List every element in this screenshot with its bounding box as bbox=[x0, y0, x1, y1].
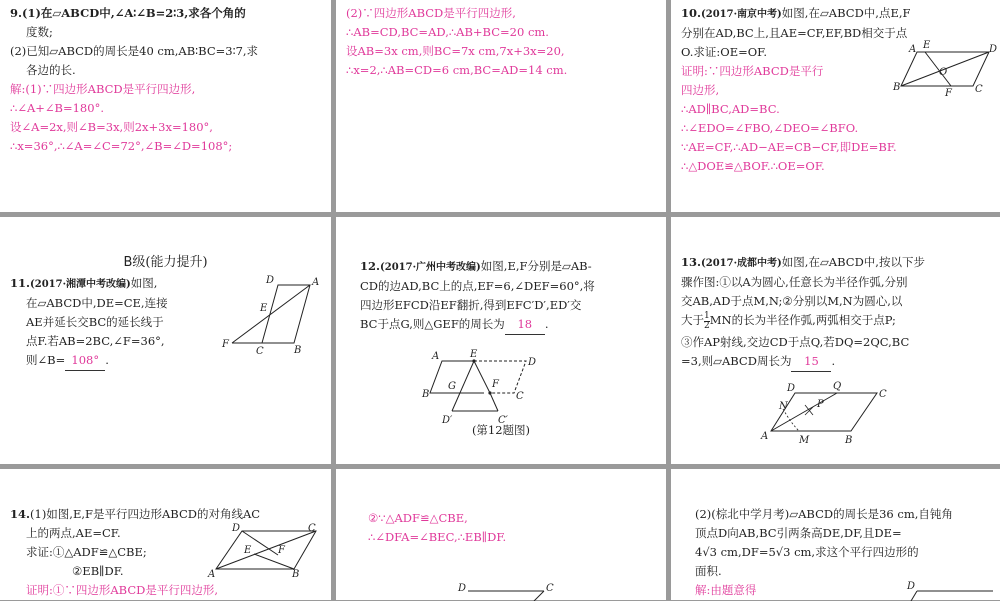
p11-line1: 如图, bbox=[130, 276, 158, 290]
label-A: A bbox=[909, 44, 917, 55]
p11-answer: 108° bbox=[65, 351, 105, 371]
p10-sol2: 四边形, bbox=[681, 83, 720, 97]
label-A: A bbox=[432, 351, 440, 362]
p13-line4a: 大于 bbox=[681, 313, 704, 327]
problem-14-continued-card bbox=[336, 469, 666, 600]
label-B: B bbox=[292, 569, 300, 580]
label-F: F bbox=[222, 339, 229, 350]
p14c-line2: 顶点D向AB,BC引两条高DE,DF,且DE= bbox=[695, 526, 902, 540]
p14c-line4: 面积. bbox=[695, 564, 722, 578]
p10-line3: O.求证:OE=OF. bbox=[681, 45, 768, 59]
label-D-prime: D′ bbox=[442, 415, 453, 426]
p13-number: 13. bbox=[681, 255, 702, 269]
p9-sol1: 解:(1)∵四边形ABCD是平行四边形, bbox=[10, 82, 196, 96]
label-F: F bbox=[492, 379, 499, 390]
p9b-sol3: 设AB=3x cm,则BC=7x cm,7x+3x=20, bbox=[346, 44, 565, 58]
p10-parallelogram-figure bbox=[893, 38, 998, 99]
label-E: E bbox=[923, 40, 931, 51]
label-C: C bbox=[546, 583, 554, 594]
label-A: A bbox=[312, 277, 320, 288]
half-fraction: $\frac{1}{2}$ bbox=[704, 310, 710, 331]
p11-line4: 点F.若AB=2BC,∠F=36°, bbox=[26, 334, 165, 348]
p14b-figure bbox=[456, 577, 556, 601]
label-C: C bbox=[975, 84, 983, 95]
p13-line1: 如图,在▱ABCD中,按以下步 bbox=[781, 255, 925, 269]
label-N: N bbox=[779, 401, 788, 412]
label-C: C bbox=[256, 346, 264, 357]
problem-14-card bbox=[0, 469, 331, 600]
level-heading: B级(能力提升) bbox=[123, 255, 208, 270]
p14b-sol2: ∴∠DFA=∠BEC,∴EB∥DF. bbox=[368, 530, 507, 544]
p14c-figure bbox=[903, 577, 997, 601]
label-C-prime: C′ bbox=[498, 415, 508, 426]
problem-10-card bbox=[671, 0, 1000, 212]
p12-line1: 如图,E,F分别是▱AB- bbox=[480, 259, 592, 273]
label-B: B bbox=[294, 345, 302, 356]
label-D: D bbox=[787, 383, 796, 394]
p10-sol5: ∵AE=CF,∴AD−AE=CB−CF,即DE=BF. bbox=[681, 140, 897, 154]
label-D: D bbox=[989, 44, 998, 55]
label-G: G bbox=[448, 381, 456, 392]
p12-caption: (第12题图) bbox=[471, 423, 531, 437]
p13-line4b: MN的长为半径作弧,两弧相交于点P; bbox=[709, 313, 896, 327]
p14c-line3: 4√3 cm,DF=5√3 cm,求这个平行四边形的 bbox=[695, 545, 919, 559]
p12-line3: 四边形EFCD沿EF翻折,得到EFC′D′,ED′交 bbox=[360, 298, 582, 312]
label-M: M bbox=[799, 435, 810, 446]
p14b-sol1: ②∵△ADF≌△CBE, bbox=[368, 511, 468, 525]
p13-line5: ③作AP射线,交边CD于点Q,若DQ=2QC,BC bbox=[681, 335, 910, 349]
p10-sol4: ∴∠EDO=∠FBO,∠DEO=∠BFO. bbox=[681, 121, 859, 135]
p10-source: (2017·南京中考) bbox=[701, 9, 782, 20]
label-B: B bbox=[845, 435, 853, 446]
p14c-sol1: 解:由题意得 bbox=[695, 583, 757, 597]
p13-line2: 骤作图:①以A为圆心,任意长为半径作弧,分别 bbox=[681, 275, 908, 289]
problem-9-card bbox=[0, 0, 331, 212]
p12-fold-figure bbox=[422, 349, 546, 429]
label-D: D bbox=[266, 275, 275, 286]
p14-parallelogram-figure bbox=[206, 521, 324, 579]
problem-12-card: 12.(2017·广州中考改编)如图,E,F分别是▱AB- CD的边AD,BC上的点,EF=6,∠DEF=60°,将 四边形EFCD沿EF翻折,得到EFC′D′,ED′交 BC于点G,则△GEF的周长为 18 . A E D G F B C D′ C′ (第12题图) bbox=[336, 217, 666, 464]
p14-line2: 上的两点,AE=CF. bbox=[26, 526, 121, 540]
p14-line3: 求证:①△ADF≌△CBE; bbox=[26, 545, 147, 559]
p12-number: 12. bbox=[360, 259, 381, 273]
p11-parallelogram-figure bbox=[222, 273, 326, 355]
label-E: E bbox=[260, 303, 268, 314]
p9-sol4: ∴x=36°,∴∠A=∠C=72°,∠B=∠D=108°; bbox=[10, 139, 233, 153]
label-C: C bbox=[308, 523, 316, 534]
p11-line2: 在▱ABCD中,DE=CE,连接 bbox=[26, 296, 168, 310]
p10-number: 10. bbox=[681, 6, 702, 20]
p13-line6: =3,则▱ABCD周长为 bbox=[681, 354, 792, 368]
label-B: B bbox=[893, 82, 901, 93]
label-D: D bbox=[528, 357, 537, 368]
p12-line4: BC于点G,则△GEF的周长为 bbox=[360, 317, 505, 331]
p13-construction-figure bbox=[761, 379, 895, 463]
label-D: D bbox=[232, 523, 241, 534]
p9-line1: 9.(1)在▱ABCD中,∠A∶∠B=2∶3,求各个角的 bbox=[10, 6, 246, 20]
p12-answer: 18 bbox=[505, 315, 545, 335]
label-A: A bbox=[208, 569, 216, 580]
p9-sol2: ∴∠A+∠B=180°. bbox=[10, 101, 104, 115]
p12-line2: CD的边AD,BC上的点,EF=6,∠DEF=60°,将 bbox=[360, 279, 595, 293]
p14-sol1: 证明:①∵四边形ABCD是平行四边形, bbox=[26, 583, 219, 597]
p10-sol6: ∴△DOE≌△BOF.∴OE=OF. bbox=[681, 159, 825, 173]
label-F: F bbox=[278, 545, 285, 556]
p10-line1: 如图,在▱ABCD中,点E,F bbox=[781, 6, 911, 20]
problem-11-card: B级(能力提升) 11.(2017·湘潭中考改编)如图, 在▱ABCD中,DE=CE,连接 AE并延长交BC的延长线于 点F.若AB=2BC,∠F=36°, 则∠B= 108° . D A E F C B bbox=[0, 217, 331, 464]
p9-line2: 度数; bbox=[26, 25, 53, 39]
problem-9-continued-card bbox=[336, 0, 666, 212]
p10-sol1: 证明:∵四边形ABCD是平行 bbox=[681, 64, 824, 78]
label-Q: Q bbox=[833, 381, 842, 392]
label-C: C bbox=[879, 389, 887, 400]
p9b-sol2: ∴AB=CD,BC=AD,∴AB+BC=20 cm. bbox=[346, 25, 549, 39]
problem-13-card: 13.(2017·成都中考)如图,在▱ABCD中,按以下步 骤作图:①以A为圆心,任意长为半径作弧,分别 交AB,AD于点M,N;②分别以M,N为圆心,以 大于 $\frac{1}{2}$ MN的长为半径作弧,两弧相交于点P; ③作AP射线,交边CD于点Q,若DQ=2QC,BC =3,则▱ABCD周长为 15 . D Q C N P A M B bbox=[671, 217, 1000, 464]
p13-answer: 15 bbox=[791, 352, 831, 372]
p13-source: (2017·成都中考) bbox=[701, 258, 782, 269]
p12-source: (2017·广州中考改编) bbox=[380, 262, 481, 273]
p9-sol3: 设∠A=2x,则∠B=3x,则2x+3x=180°, bbox=[10, 120, 213, 134]
p11-line3: AE并延长交BC的延长线于 bbox=[26, 315, 164, 329]
p9-line4: 各边的长. bbox=[26, 63, 76, 77]
p14-line4: ②EB∥DF. bbox=[72, 564, 124, 578]
p10-sol3: ∴AD∥BC,AD=BC. bbox=[681, 102, 780, 116]
label-C: C bbox=[516, 391, 524, 402]
p9b-sol1: (2)∵四边形ABCD是平行四边形, bbox=[346, 6, 516, 20]
p13-line3: 交AB,AD于点M,N;②分别以M,N为圆心,以 bbox=[681, 294, 903, 308]
label-D: D bbox=[907, 581, 916, 592]
p9b-sol4: ∴x=2,∴AB=CD=6 cm,BC=AD=14 cm. bbox=[346, 63, 568, 77]
p11-line5: 则∠B= bbox=[26, 353, 66, 367]
label-F: F bbox=[945, 88, 952, 99]
p14-line1: (1)如图,E,F是平行四边形ABCD的对角线AC bbox=[30, 507, 261, 521]
problem-14-part2-card bbox=[671, 469, 1000, 600]
label-E: E bbox=[244, 545, 252, 556]
p11-source: (2017·湘潭中考改编) bbox=[30, 279, 131, 290]
label-P: P bbox=[817, 399, 824, 410]
p11-number: 11. bbox=[10, 276, 31, 290]
p9-line3: (2)已知▱ABCD的周长是40 cm,AB∶BC=3∶7,求 bbox=[10, 44, 259, 58]
label-O: O bbox=[939, 67, 948, 78]
label-A: A bbox=[761, 431, 769, 442]
p14c-line1: (2)(棕北中学月考)▱ABCD的周长是36 cm,自钝角 bbox=[695, 507, 953, 521]
label-D: D bbox=[458, 583, 467, 594]
p14-number: 14. bbox=[10, 507, 31, 521]
label-E: E bbox=[470, 349, 478, 360]
label-B: B bbox=[422, 389, 430, 400]
p10-line2: 分别在AD,BC上,且AE=CF,EF,BD相交于点 bbox=[681, 26, 908, 40]
